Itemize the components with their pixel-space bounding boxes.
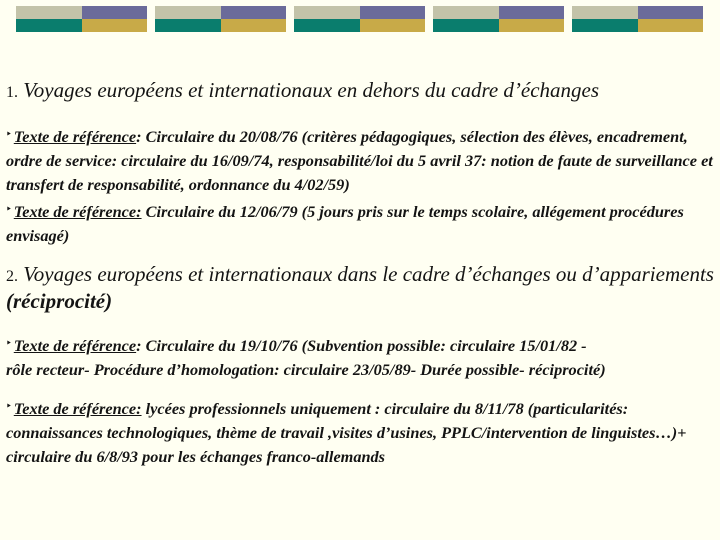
reference-item xyxy=(6,122,718,197)
bullet-icon: ‣ xyxy=(6,338,12,348)
reference-text-continued: rôle recteur- Procédure d’homologation: circulaire 23/05/89- Durée possible- réciprocité) xyxy=(6,360,606,379)
section-title-emphasis: (réciprocité) xyxy=(6,289,113,313)
reference-text: : Circulaire du 19/10/76 (Subvention possible: circulaire 15/01/82 - xyxy=(136,336,587,355)
reference-item xyxy=(6,394,718,469)
banner-block xyxy=(572,6,703,32)
banner-block xyxy=(16,6,147,32)
reference-item xyxy=(6,197,718,248)
section-1-heading xyxy=(6,78,718,105)
banner-block xyxy=(294,6,425,32)
section-title: Voyages européens et internationaux en dehors du cadre d’échanges xyxy=(23,78,600,102)
section-title: Voyages européens et internationaux dans le cadre d’échanges ou d’appariements xyxy=(23,262,714,286)
banner-block xyxy=(433,6,564,32)
reference-label: Texte de référence xyxy=(13,336,137,355)
reference-text: : Circulaire du 20/08/76 (critères pédagogiques, sélection des élèves, encadrement, ordre de service: circulaire du 16/09/74, responsabilité/loi du 5 avril 37: notion de faute de surveillance et transfert de responsabilité, ordonnance du 4/02/59) xyxy=(6,127,713,194)
banner-block xyxy=(155,6,286,32)
bullet-icon: ‣ xyxy=(6,401,12,411)
slide-content xyxy=(6,78,718,469)
section-2-heading xyxy=(6,262,718,313)
reference-text: Circulaire du 12/06/79 (5 jours pris sur le temps scolaire, allégement procédures envisagé) xyxy=(6,202,684,245)
decorative-banner xyxy=(16,6,706,32)
reference-item xyxy=(6,331,718,382)
reference-text: lycées professionnels uniquement : circulaire du 8/11/78 (particularités: connaissances technologiques, thème de travail ,visites d’usines, PPLC/intervention de linguistes…)+ circulaire du 6/8/93 pour les échanges franco-allemands xyxy=(6,399,687,466)
section-number: 1. xyxy=(6,84,18,101)
bullet-icon: ‣ xyxy=(6,129,12,139)
section-number: 2. xyxy=(6,268,18,285)
reference-label: Texte de référence xyxy=(13,127,137,146)
reference-label: Texte de référence: xyxy=(13,202,142,221)
bullet-icon: ‣ xyxy=(6,204,12,214)
reference-label: Texte de référence: xyxy=(13,399,142,418)
